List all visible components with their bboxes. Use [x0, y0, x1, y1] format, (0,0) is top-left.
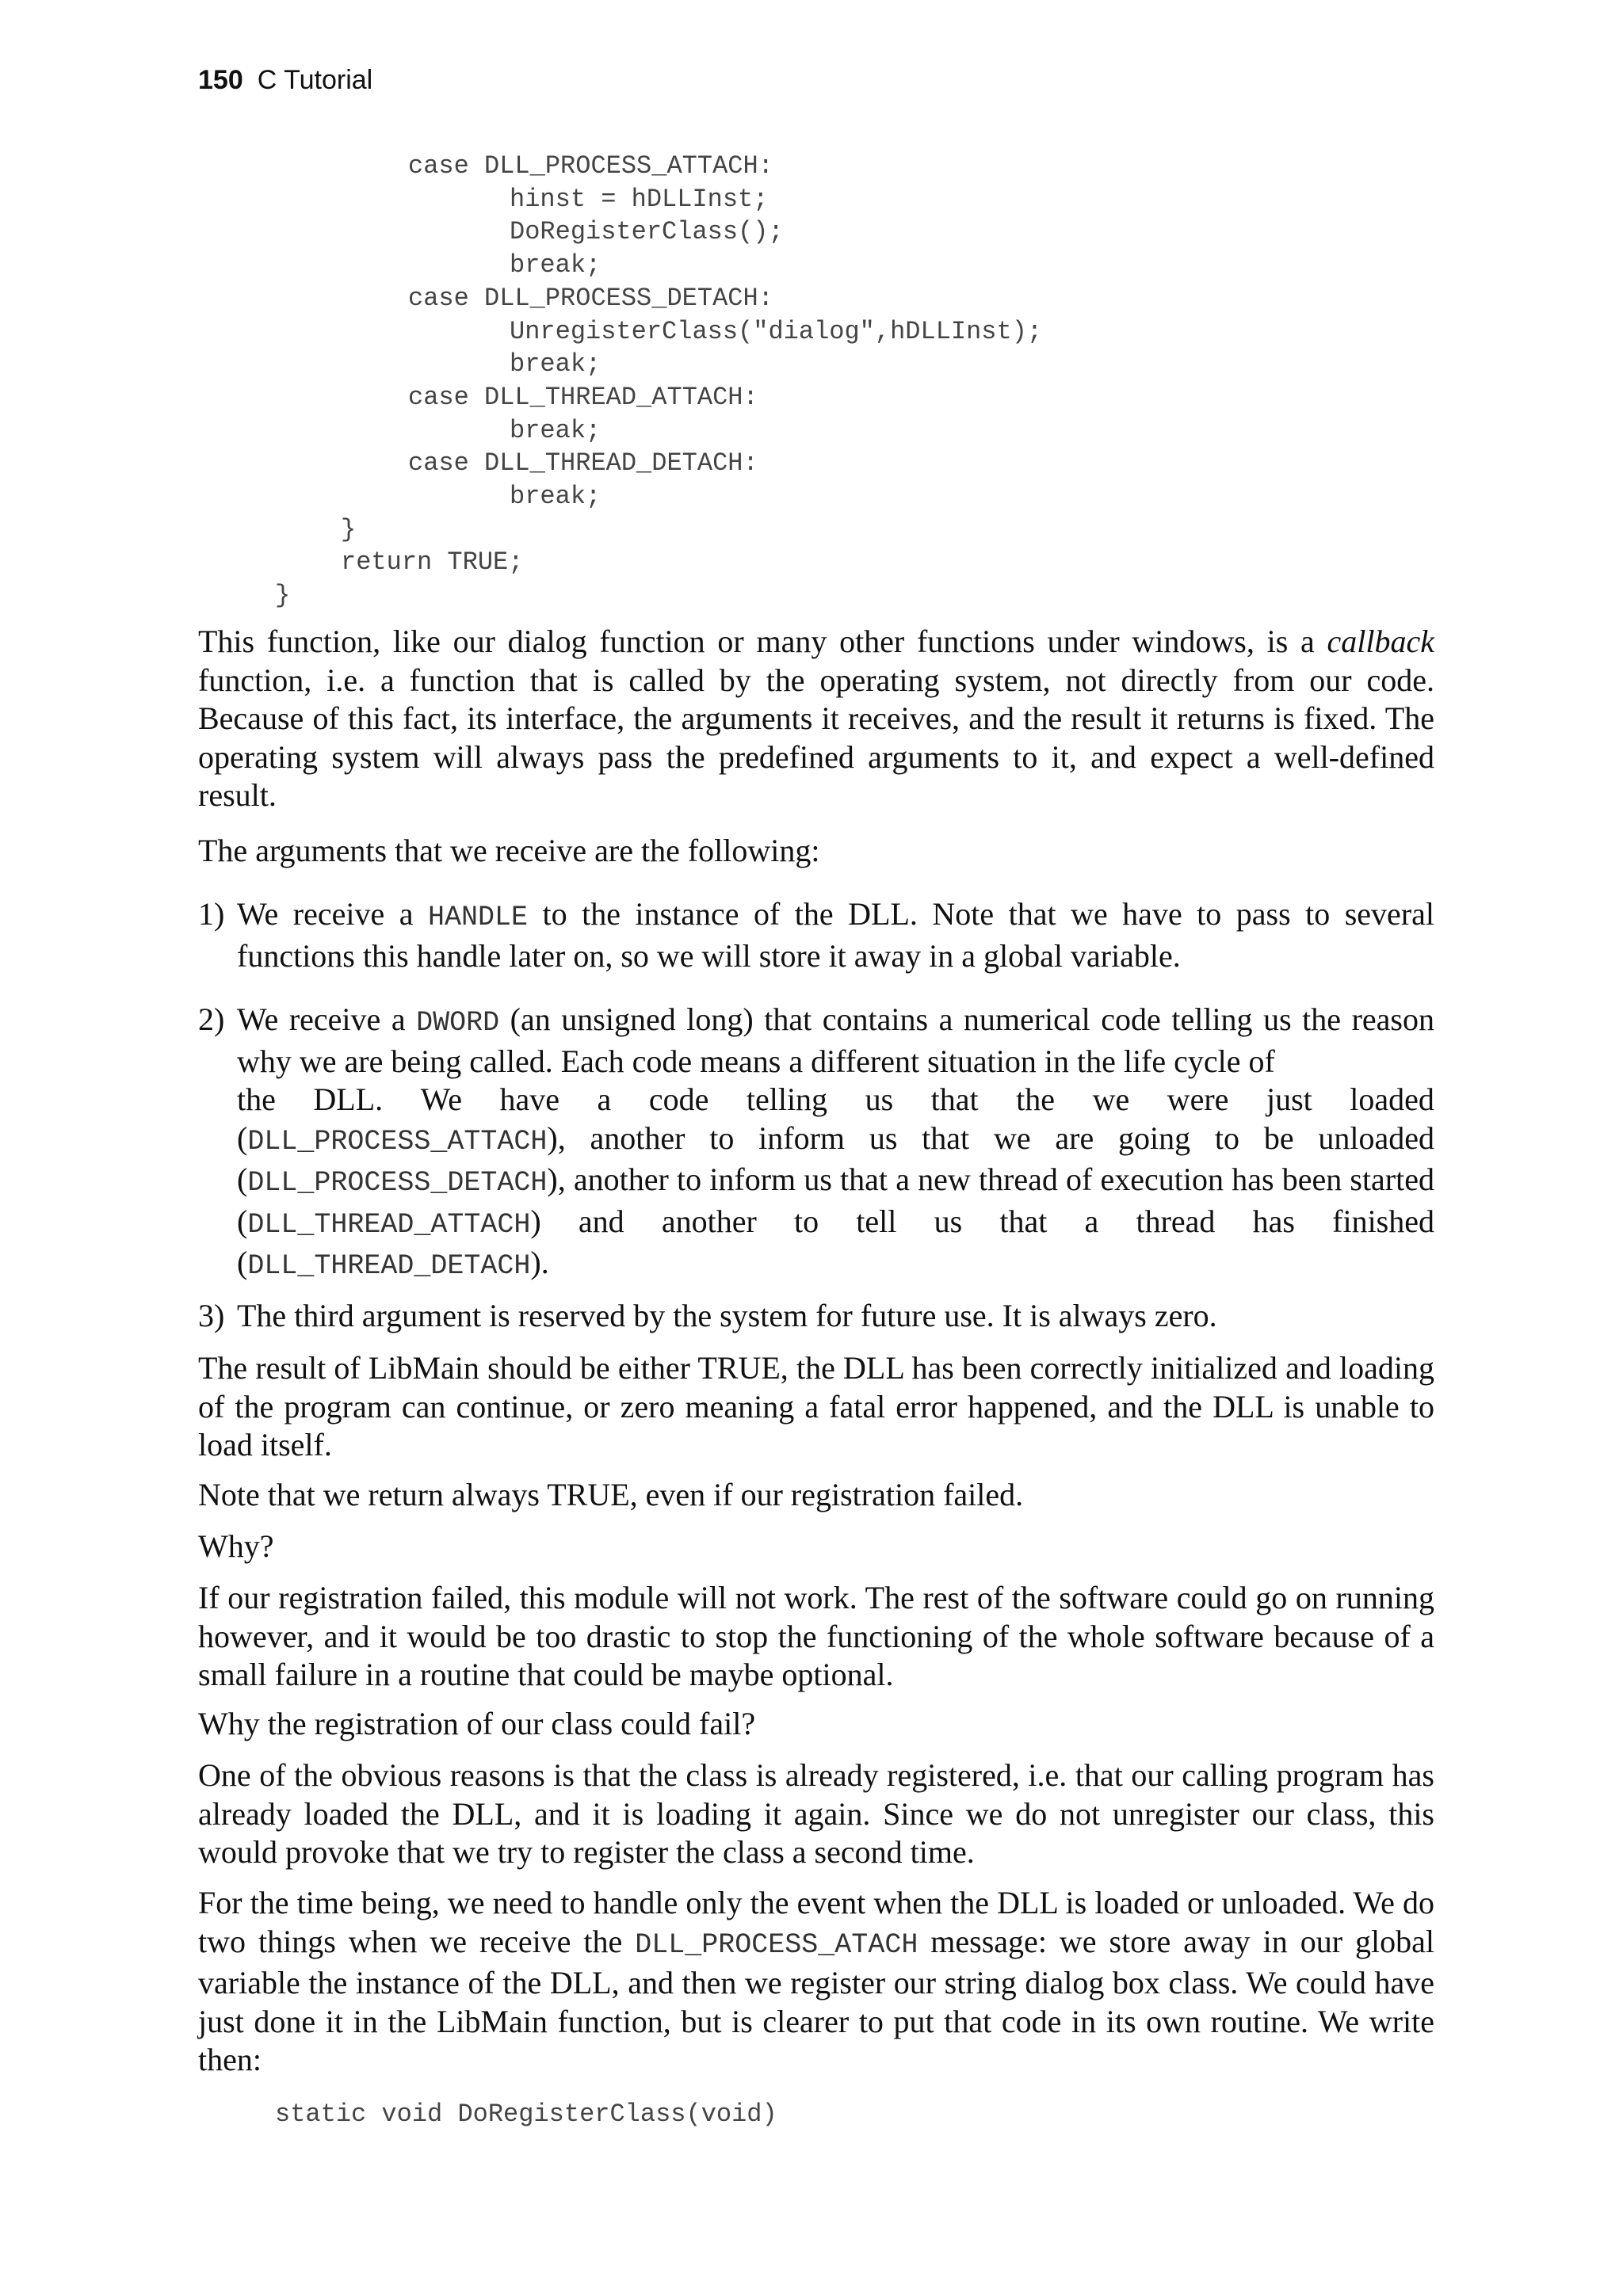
word: We: [420, 1081, 462, 1117]
page-number: 150: [198, 65, 243, 95]
list-item: [198, 895, 1434, 975]
list-item: [198, 1297, 1434, 1336]
paragraph-obvious-reasons: One of the obvious reasons is that the class is already registered, i.e. that our calling program has already loaded the DLL, and it is loading it again. Since we do not unregister our class, this would provoke that we try to register the class a second time.: [198, 1757, 1434, 1870]
spaced-line: [237, 1081, 1434, 1119]
text: ) and another to tell us that a thread has finished (: [237, 1203, 1434, 1280]
code-line: break;: [510, 349, 601, 379]
code-line: }: [341, 515, 357, 544]
code-line: return TRUE;: [341, 547, 524, 577]
text: We receive a: [237, 1001, 417, 1037]
word: we: [1092, 1081, 1130, 1117]
text: We receive a: [237, 896, 428, 932]
word: that: [930, 1081, 979, 1117]
paragraph-registration-failed: If our registration failed, this module will not work. The rest of the software could go on running however, and it would be too drastic to stop the functioning of the whole software because of a small failure in a routine that could be maybe optional.: [198, 1580, 1434, 1692]
list-number: 1): [198, 896, 225, 932]
list-item: [198, 1001, 1434, 1286]
text: to the instance of the DLL. Note that we have to pass to several functions this handle later on, so we will store it away in a global variable.: [237, 896, 1435, 974]
paragraph-why-fail: Why the registration of our class could fail?: [198, 1706, 756, 1741]
list-text: The third argument is reserved by the system for future use. It is always zero.: [237, 1298, 1217, 1333]
code-line: }: [275, 581, 291, 610]
word: loaded: [1350, 1081, 1434, 1117]
code-inline: DLL_PROCESS_ATACH: [635, 1928, 918, 1961]
word: code: [648, 1081, 709, 1117]
list-number: 3): [198, 1298, 225, 1333]
code-inline: DLL_PROCESS_ATTACH: [247, 1125, 548, 1158]
code-inline: DLL_THREAD_ATTACH: [247, 1208, 531, 1241]
text: For the time being, we need to handle only the event when the DLL is loaded or unloaded. We do two things when we receive the: [198, 1885, 1434, 1959]
text: message: we store away in our global variable the instance of the DLL, and then we register our string dialog box class. We could have just done it in the LibMain function, but is clearer to put that code in its own routine. We write then:: [198, 1923, 1435, 2077]
list-number: 2): [198, 1001, 225, 1037]
text: ).: [530, 1245, 549, 1280]
list-text: [237, 1119, 1434, 1286]
code-inline: DLL_THREAD_DETACH: [247, 1250, 531, 1282]
word: telling: [746, 1081, 828, 1117]
list-text: [237, 1001, 1434, 1081]
word: DLL.: [313, 1081, 384, 1117]
code-line: break;: [510, 416, 601, 445]
text: ), another to inform us that we are going to be unloaded (: [237, 1119, 1434, 1197]
emphasis: callback: [1327, 624, 1434, 659]
code-line: DoRegisterClass();: [510, 217, 784, 246]
code-line: case DLL_THREAD_ATTACH:: [408, 383, 758, 412]
text: (: [237, 1119, 248, 1156]
code-inline: DWORD: [416, 1007, 500, 1039]
paragraph-return-true: Note that we return always TRUE, even if our registration failed.: [198, 1477, 1024, 1512]
code-inline: DLL_PROCESS_DETACH: [247, 1167, 548, 1199]
paragraph-time-being: [198, 1884, 1434, 2080]
code-inline: HANDLE: [427, 902, 528, 933]
word: were: [1167, 1081, 1229, 1117]
code-line: UnregisterClass("dialog",hDLLInst);: [510, 317, 1043, 346]
paragraph-why: Why?: [198, 1528, 274, 1564]
code-line-bottom: static void DoRegisterClass(void): [275, 2100, 777, 2129]
code-line: break;: [510, 250, 601, 280]
paragraph-libmain-result: The result of LibMain should be either TRUE, the DLL has been correctly initialized and loading of the program can continue, or zero meaning a fatal error happened, and the DLL is unable to load itself.: [198, 1350, 1434, 1463]
text: ), another to inform us that a new thread of execution has been started (: [237, 1161, 1434, 1239]
paragraph-arguments-intro: The arguments that we receive are the following:: [198, 833, 820, 868]
word: the: [1016, 1081, 1056, 1117]
word: the: [237, 1081, 276, 1117]
word: us: [865, 1081, 894, 1117]
word: just: [1266, 1081, 1312, 1117]
paragraph-callback: [198, 623, 1434, 815]
book-title: C Tutorial: [257, 65, 373, 95]
word: a: [597, 1081, 612, 1117]
code-line: case DLL_PROCESS_ATTACH:: [408, 151, 773, 181]
running-header: [198, 67, 372, 93]
code-line: break;: [510, 482, 601, 511]
text: (an unsigned long) that contains a numerical code telling us the reason why we are being called. Each code means a different situation in the life cycle of: [237, 1001, 1434, 1079]
code-line: case DLL_THREAD_DETACH:: [408, 448, 758, 478]
text: This function, like our dialog function or many other functions under windows, is a: [198, 624, 1327, 659]
code-line: hinst = hDLLInst;: [510, 185, 769, 214]
text: function, i.e. a function that is called by the operating system, not directly from our code. Because of this fact, its interface, the arguments it receives, and the result it returns is fixed. The operating system will always pass the predefined arguments to it, and expect a well-defined result.: [198, 662, 1434, 813]
word: have: [499, 1081, 560, 1117]
code-line: case DLL_PROCESS_DETACH:: [408, 284, 773, 313]
